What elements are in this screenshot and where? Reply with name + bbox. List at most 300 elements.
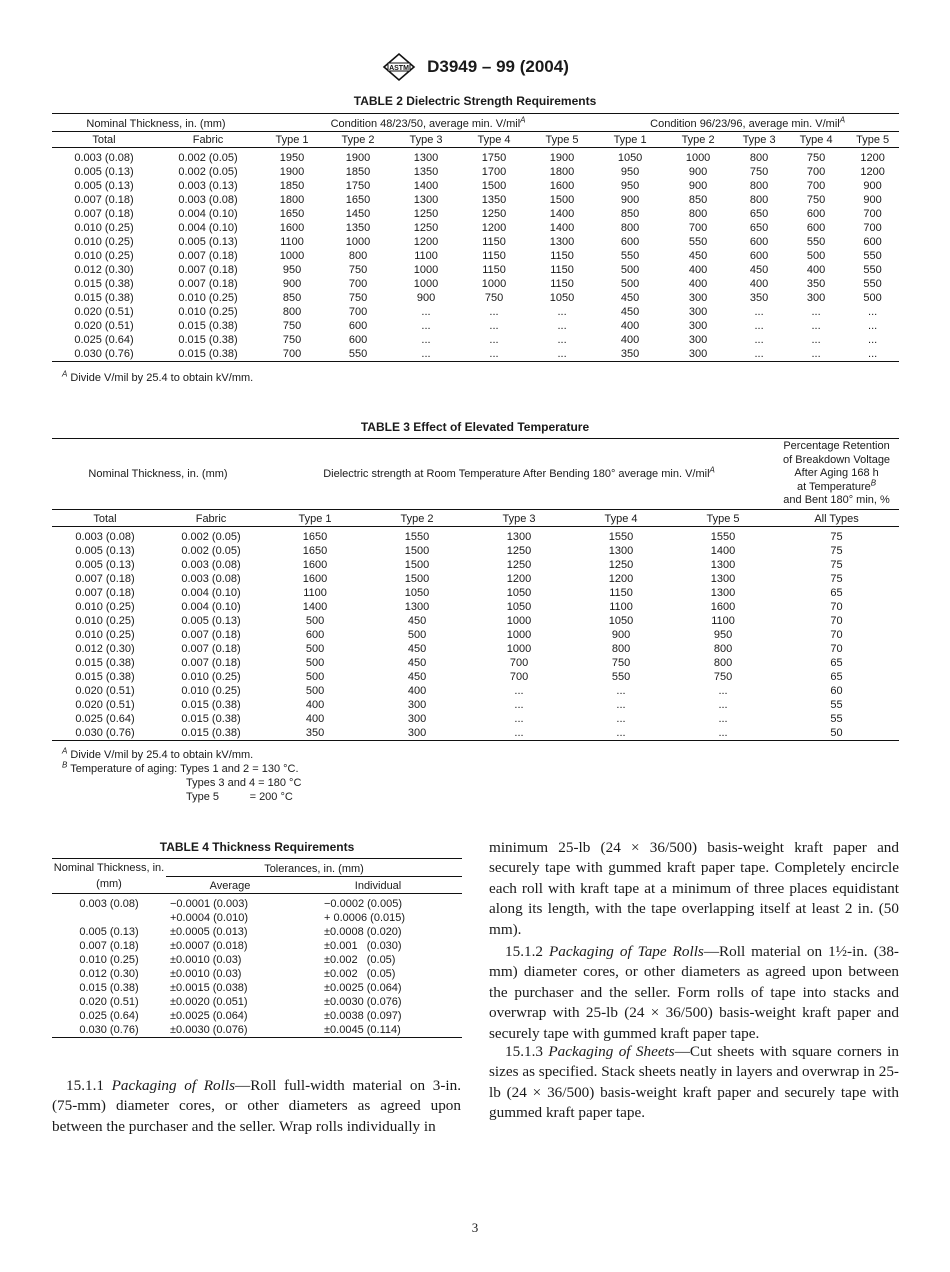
- table-cell: 600: [348, 334, 368, 346]
- table-cell: 1150: [609, 587, 633, 599]
- table-cell: 450: [620, 292, 640, 304]
- table-cell: 400: [620, 334, 640, 346]
- table-cell: 900: [863, 180, 882, 192]
- table-cell: 1200: [481, 222, 507, 234]
- table-cell: 800: [282, 306, 302, 318]
- table-cell: 500: [305, 643, 325, 655]
- table-cell: 1100: [711, 615, 735, 627]
- table-cell: 800: [749, 152, 769, 164]
- table4-head-tolerances: Tolerances, in. (mm): [166, 859, 462, 877]
- table-cell: 0.010 (0.25): [75, 601, 135, 613]
- table2-col-header: Type 5: [846, 133, 899, 148]
- table-row: [52, 586, 899, 600]
- table-cell: 350: [596, 347, 664, 362]
- table-row: [52, 179, 899, 193]
- table-cell: 75: [830, 573, 843, 585]
- table-cell: 0.005 (0.13): [75, 545, 135, 557]
- table-row: [52, 925, 462, 939]
- table-cell: 50: [774, 726, 899, 741]
- table-cell: 1250: [481, 208, 507, 220]
- table-cell: 0.015 (0.38): [74, 278, 134, 290]
- table-cell: 900: [282, 278, 302, 290]
- table-row: [52, 967, 462, 981]
- table-cell: 1350: [345, 222, 371, 234]
- table-cell: 450: [749, 264, 769, 276]
- table-cell: 800: [620, 222, 640, 234]
- table-cell: 600: [620, 236, 640, 248]
- table-cell: 0.015 (0.38): [75, 657, 135, 669]
- table2-col-header: Total: [52, 133, 156, 148]
- table-row: [52, 333, 899, 347]
- table-cell: 1800: [549, 166, 575, 178]
- table-cell: 1900: [345, 152, 371, 164]
- table-cell: 0.005 (0.13): [75, 559, 135, 571]
- table-cell: 300: [688, 320, 708, 332]
- table-cell: 0.003 (0.08): [181, 559, 241, 571]
- table-cell: 400: [305, 699, 325, 711]
- table-cell: 1600: [279, 222, 305, 234]
- table-cell: 1400: [302, 601, 328, 613]
- table-row: [52, 544, 899, 558]
- table3-footnote-b-line2: Types 3 and 4 = 180 °C: [186, 777, 302, 789]
- table-cell: 0.010 (0.25): [74, 250, 134, 262]
- table-cell: 0.003 (0.08): [181, 573, 241, 585]
- table-cell: ±0.002 (0.05): [324, 954, 396, 966]
- table-cell: 0.004 (0.10): [181, 601, 241, 613]
- table-cell: 1100: [280, 236, 304, 248]
- table-row: [52, 148, 899, 166]
- table-cell: ...: [754, 320, 764, 332]
- table-cell: ...: [754, 334, 764, 346]
- table-cell: 500: [863, 292, 882, 304]
- table-cell: 750: [484, 292, 504, 304]
- table-cell: 0.030 (0.76): [52, 726, 158, 741]
- paragraph-15-1-1: 15.1.1 Packaging of Rolls—Roll full-width material on 3-in. (75-mm) diameter cores, or other diameters as agreed upon between the purchaser and the seller. Wrap rolls individually in: [52, 1077, 462, 1135]
- table-cell: 0.012 (0.30): [75, 643, 135, 655]
- table-row: [52, 1023, 462, 1038]
- table-row: [52, 558, 899, 572]
- table-cell: 0.010 (0.25): [181, 685, 241, 697]
- table-cell: 950: [713, 629, 733, 641]
- table-cell: 1300: [413, 152, 439, 164]
- table-cell: 400: [688, 278, 708, 290]
- table-cell: 0.025 (0.64): [74, 334, 134, 346]
- table-cell: 0.010 (0.25): [178, 292, 238, 304]
- table-cell: 1750: [345, 180, 371, 192]
- table-cell: 550: [324, 347, 392, 362]
- table-cell: 0.005 (0.13): [74, 166, 134, 178]
- table-cell: 600: [305, 629, 325, 641]
- table-cell: 1600: [302, 559, 328, 571]
- table-cell: 65: [830, 671, 843, 683]
- table-cell: −0.0002 (0.005): [324, 898, 402, 910]
- table-cell: 1150: [550, 250, 574, 262]
- table-cell: 1550: [404, 531, 430, 543]
- table-cell: 600: [863, 236, 882, 248]
- table-cell: 600: [749, 236, 769, 248]
- table-cell: ±0.0010 (0.03): [170, 968, 242, 980]
- table-cell: 0.012 (0.30): [79, 968, 139, 980]
- table-cell: ...: [489, 320, 499, 332]
- table-cell: 750: [806, 194, 826, 206]
- table-cell: 1300: [608, 545, 634, 557]
- table-cell: 1600: [302, 573, 328, 585]
- table2-col-header: Type 1: [260, 133, 324, 148]
- table-row: [52, 628, 899, 642]
- table-row: [52, 277, 899, 291]
- table-cell: 0.010 (0.25): [181, 671, 241, 683]
- table-cell: 550: [611, 671, 631, 683]
- table-cell: 700: [806, 166, 826, 178]
- table-cell: 1850: [279, 180, 305, 192]
- table2-group-cond2: Condition 96/23/96, average min. V/mil$^A$: [596, 114, 899, 132]
- table-cell: 1200: [860, 166, 885, 178]
- table-cell: ±0.0045 (0.114): [294, 1023, 462, 1038]
- table-cell: 1600: [549, 180, 575, 192]
- table-cell: 700: [509, 671, 529, 683]
- table-cell: 0.025 (0.64): [79, 1010, 139, 1022]
- table-cell: 1500: [549, 194, 575, 206]
- table-cell: 1300: [404, 601, 430, 613]
- table-cell: 1650: [345, 194, 371, 206]
- table-cell: 300: [688, 292, 708, 304]
- table-cell: 1650: [279, 208, 305, 220]
- table-cell: 700: [863, 208, 882, 220]
- table-cell: 0.015 (0.38): [181, 699, 241, 711]
- table-cell: 60: [830, 685, 843, 697]
- table-cell: ±0.0010 (0.03): [170, 954, 242, 966]
- table-cell: ±0.0005 (0.013): [170, 926, 248, 938]
- table3-head-dielectric: Dielectric strength at Room Temperature After Bending 180° average min. V/mil$^A$: [264, 439, 774, 510]
- table-cell: 0.012 (0.30): [74, 264, 134, 276]
- table-cell: 70: [830, 601, 843, 613]
- table-cell: 0.007 (0.18): [178, 264, 238, 276]
- table-cell: 0.010 (0.25): [74, 222, 134, 234]
- table-cell: 1650: [302, 531, 328, 543]
- table-cell: ±0.0030 (0.076): [324, 996, 402, 1008]
- table-cell: 0.015 (0.38): [178, 334, 238, 346]
- table-cell: 1200: [608, 573, 634, 585]
- page-number: 3: [471, 1220, 479, 1235]
- table3-footnote-b-line3: Type 5 = 200 °C: [186, 791, 293, 803]
- table-cell: 550: [863, 250, 882, 262]
- table-cell: ±0.0038 (0.097): [324, 1010, 402, 1022]
- table2: [52, 113, 899, 362]
- table-cell: 1500: [404, 559, 430, 571]
- table-cell: 1650: [302, 545, 328, 557]
- table-cell: 350: [749, 292, 769, 304]
- table-cell: ...: [616, 699, 626, 711]
- table-cell: 750: [713, 671, 733, 683]
- table-cell: ...: [718, 713, 728, 725]
- table-cell: 1300: [710, 573, 736, 585]
- table-cell: 750: [282, 320, 302, 332]
- table-cell: 0.004 (0.10): [178, 208, 238, 220]
- table-row: [52, 263, 899, 277]
- table-cell: 75: [830, 559, 843, 571]
- table-row: [52, 221, 899, 235]
- table-cell: 0.020 (0.51): [74, 306, 134, 318]
- table-cell: 300: [366, 726, 468, 741]
- table-cell: ...: [489, 306, 499, 318]
- table-row: [52, 656, 899, 670]
- table-cell: 0.005 (0.13): [79, 926, 139, 938]
- table2-caption: TABLE 2 Dielectric Strength Requirements: [353, 94, 597, 108]
- table-cell: 1350: [413, 166, 439, 178]
- table-cell: ...: [718, 699, 728, 711]
- table-cell: 1000: [506, 615, 532, 627]
- table-cell: 1300: [710, 559, 736, 571]
- table-cell: 0.002 (0.05): [178, 152, 238, 164]
- table-row: [52, 165, 899, 179]
- table-row: [52, 193, 899, 207]
- table-cell: 950: [282, 264, 302, 276]
- table-cell: 750: [806, 152, 826, 164]
- table-cell: 1050: [506, 601, 532, 613]
- table-cell: 1550: [608, 531, 634, 543]
- table-cell: 500: [407, 629, 427, 641]
- table3-head-thickness: Nominal Thickness, in. (mm): [52, 439, 264, 510]
- table-cell: 1000: [413, 278, 439, 290]
- table-cell: 800: [749, 180, 769, 192]
- table-cell: ±0.0030 (0.076): [166, 1023, 294, 1038]
- table-cell: 0.007 (0.18): [75, 573, 135, 585]
- table-cell: 0.007 (0.18): [181, 643, 241, 655]
- table-cell: 1300: [549, 236, 575, 248]
- table-cell: 350: [806, 278, 826, 290]
- table-cell: 700: [863, 222, 882, 234]
- table-cell: 0.003 (0.08): [79, 898, 139, 910]
- table-cell: ...: [514, 699, 524, 711]
- table-cell: 0.003 (0.08): [74, 152, 134, 164]
- table-row: [52, 698, 899, 712]
- table-row: [52, 939, 462, 953]
- table-cell: 700: [688, 222, 708, 234]
- table-cell: 1000: [345, 236, 371, 248]
- table-cell: 0.007 (0.18): [181, 657, 241, 669]
- table-cell: 1600: [710, 601, 736, 613]
- table-row: [52, 319, 899, 333]
- table-cell: 0.015 (0.38): [74, 292, 134, 304]
- table-cell: 400: [305, 713, 325, 725]
- table3-col-header: All Types: [774, 510, 899, 527]
- table-cell: 1400: [549, 208, 575, 220]
- table-cell: 800: [688, 208, 708, 220]
- table-cell: 1000: [481, 278, 507, 290]
- table-cell: 450: [688, 250, 708, 262]
- table-cell: 750: [348, 264, 368, 276]
- table-cell: 600: [806, 222, 826, 234]
- table-row: [52, 614, 899, 628]
- table-cell: ...: [468, 726, 570, 741]
- table-cell: 1400: [413, 180, 439, 192]
- table-cell: 700: [348, 278, 368, 290]
- table-cell: 300: [407, 713, 427, 725]
- table2-col-header: Type 2: [324, 133, 392, 148]
- table-cell: 0.015 (0.38): [75, 671, 135, 683]
- table-cell: 0.004 (0.10): [181, 587, 241, 599]
- table-cell: 0.007 (0.18): [178, 278, 238, 290]
- paragraph-15-1-2: 15.1.2 Packaging of Tape Rolls—Roll material on 1½-in. (38-mm) diameter cores, or other diameters as agreed upon between the purchaser and the seller. Form rolls of tape into stacks and overwrap with 25-lb (24 × 36/500) basis-weight kraft paper and securely tape with gummed kraft paper tape.: [489, 943, 899, 1042]
- table-cell: 550: [620, 250, 640, 262]
- table-cell: 750: [282, 334, 302, 346]
- table-cell: ±0.001 (0.030): [324, 940, 402, 952]
- table-cell: 900: [863, 194, 882, 206]
- table-cell: 1000: [279, 250, 305, 262]
- table-cell: ±0.0020 (0.051): [170, 996, 248, 1008]
- table-cell: 1350: [481, 194, 507, 206]
- table-cell: 1450: [345, 208, 371, 220]
- table3-col-header: Type 4: [570, 510, 672, 527]
- table-cell: 70: [830, 643, 843, 655]
- table3-footnote-a: $^A$ Divide V/mil by 25.4 to obtain kV/mm.: [62, 746, 254, 761]
- table2-footnote: $^A$ Divide V/mil by 25.4 to obtain kV/mm.: [62, 369, 254, 384]
- table-cell: 800: [348, 250, 368, 262]
- table-cell: ±0.0015 (0.038): [170, 982, 248, 994]
- table-cell: 1250: [506, 545, 532, 557]
- table-cell: 800: [611, 643, 631, 655]
- table-cell: 0.003 (0.08): [75, 531, 135, 543]
- table-cell: 800: [713, 657, 733, 669]
- table-row: [52, 207, 899, 221]
- table-cell: 450: [407, 671, 427, 683]
- table2-col-header: Type 3: [732, 133, 786, 148]
- table-cell: + 0.0006 (0.015): [324, 912, 406, 924]
- table-cell: 0.015 (0.38): [181, 713, 241, 725]
- table-cell: 300: [407, 699, 427, 711]
- table-cell: 1200: [413, 236, 439, 248]
- table-cell: 1250: [413, 222, 439, 234]
- table-cell: 550: [806, 236, 826, 248]
- table-cell: 1150: [482, 236, 506, 248]
- table-cell: 1900: [549, 152, 575, 164]
- table4-head-thickness: Nominal Thickness, in. (mm): [52, 859, 166, 894]
- table-cell: 500: [305, 671, 325, 683]
- table-cell: 500: [305, 657, 325, 669]
- table-cell: 1050: [549, 292, 575, 304]
- table-cell: 800: [749, 194, 769, 206]
- table-cell: 400: [806, 264, 826, 276]
- table-cell: 400: [407, 685, 427, 697]
- table-cell: 500: [620, 264, 640, 276]
- table-cell: ...: [718, 685, 728, 697]
- table2-col-header: Type 1: [596, 133, 664, 148]
- table-cell: 850: [282, 292, 302, 304]
- table3-col-header: Type 2: [366, 510, 468, 527]
- table-cell: 1000: [506, 629, 532, 641]
- table-cell: 0.005 (0.13): [181, 615, 241, 627]
- table-cell: 1400: [710, 545, 736, 557]
- table-cell: ...: [732, 347, 786, 362]
- table-cell: ...: [616, 713, 626, 725]
- table-row: [52, 894, 462, 912]
- table4-head-individual: Individual: [294, 877, 462, 894]
- table-cell: 1500: [404, 573, 430, 585]
- table-cell: 650: [749, 208, 769, 220]
- table-cell: 1550: [710, 531, 736, 543]
- table-cell: 0.010 (0.25): [74, 236, 134, 248]
- table-cell: ...: [786, 347, 846, 362]
- table-cell: 1200: [860, 152, 885, 164]
- table3-col-header: Fabric: [158, 510, 264, 527]
- table-row: [52, 684, 899, 698]
- table-row: [52, 981, 462, 995]
- table-row: [52, 670, 899, 684]
- table2-col-header: Type 4: [460, 133, 528, 148]
- table-cell: 800: [713, 643, 733, 655]
- table-cell: 900: [688, 180, 708, 192]
- table-cell: 70: [830, 629, 843, 641]
- table-row: [52, 726, 899, 741]
- table-row: [52, 600, 899, 614]
- table-cell: 300: [806, 292, 826, 304]
- table-cell: ...: [489, 334, 499, 346]
- table-cell: 1700: [481, 166, 507, 178]
- table-cell: 75: [830, 531, 843, 543]
- table3-col-header: Type 5: [672, 510, 774, 527]
- table-cell: ...: [868, 306, 878, 318]
- table-row: [52, 235, 899, 249]
- table-cell: 700: [260, 347, 324, 362]
- table-cell: 0.002 (0.05): [178, 166, 238, 178]
- table-cell: 450: [407, 615, 427, 627]
- table-cell: ...: [811, 320, 821, 332]
- table-cell: 1200: [506, 573, 532, 585]
- table-cell: ...: [868, 334, 878, 346]
- table-cell: 900: [620, 194, 640, 206]
- table-cell: 75: [830, 545, 843, 557]
- table-cell: 1050: [617, 152, 643, 164]
- table-row: [52, 291, 899, 305]
- table-cell: 600: [749, 250, 769, 262]
- table-cell: 1900: [279, 166, 305, 178]
- table-cell: +0.0004 (0.010): [170, 912, 248, 924]
- table-cell: 0.015 (0.38): [156, 347, 260, 362]
- table-cell: 1500: [404, 545, 430, 557]
- table-cell: 0.030 (0.76): [52, 1023, 166, 1038]
- table-cell: 550: [863, 278, 882, 290]
- table-cell: ...: [460, 347, 528, 362]
- table-cell: ±0.0025 (0.064): [170, 1010, 248, 1022]
- table-row: [52, 527, 899, 545]
- table-cell: 0.004 (0.10): [178, 222, 238, 234]
- table-cell: 1150: [550, 278, 574, 290]
- table2-col-header: Type 2: [664, 133, 732, 148]
- table-cell: ...: [672, 726, 774, 741]
- table-cell: 1000: [506, 643, 532, 655]
- table-cell: 850: [688, 194, 708, 206]
- table-cell: 450: [407, 657, 427, 669]
- table-cell: 0.007 (0.18): [75, 587, 135, 599]
- table-cell: 550: [863, 264, 882, 276]
- table-cell: ±0.0008 (0.020): [324, 926, 402, 938]
- table-cell: 550: [688, 236, 708, 248]
- table-cell: 750: [348, 292, 368, 304]
- table-cell: 0.007 (0.18): [74, 208, 134, 220]
- table-row: [52, 642, 899, 656]
- table-cell: 1850: [345, 166, 371, 178]
- table2-col-header: Type 3: [392, 133, 460, 148]
- table-cell: 500: [806, 250, 826, 262]
- table4: [52, 858, 462, 1038]
- table-cell: ±0.0025 (0.064): [324, 982, 402, 994]
- paragraph-15-1-3: 15.1.3 Packaging of Sheets—Cut sheets with square corners in sizes as specified. Stack sheets neatly in layers and overwrap in 25-lb (24 × 36/500) basis-weight kraft paper and securely tape with gummed kraft paper tape.: [489, 1043, 899, 1122]
- table-cell: 500: [620, 278, 640, 290]
- table-cell: 300: [688, 306, 708, 318]
- table-cell: 1000: [413, 264, 439, 276]
- table-cell: ...: [616, 685, 626, 697]
- table-cell: 500: [305, 615, 325, 627]
